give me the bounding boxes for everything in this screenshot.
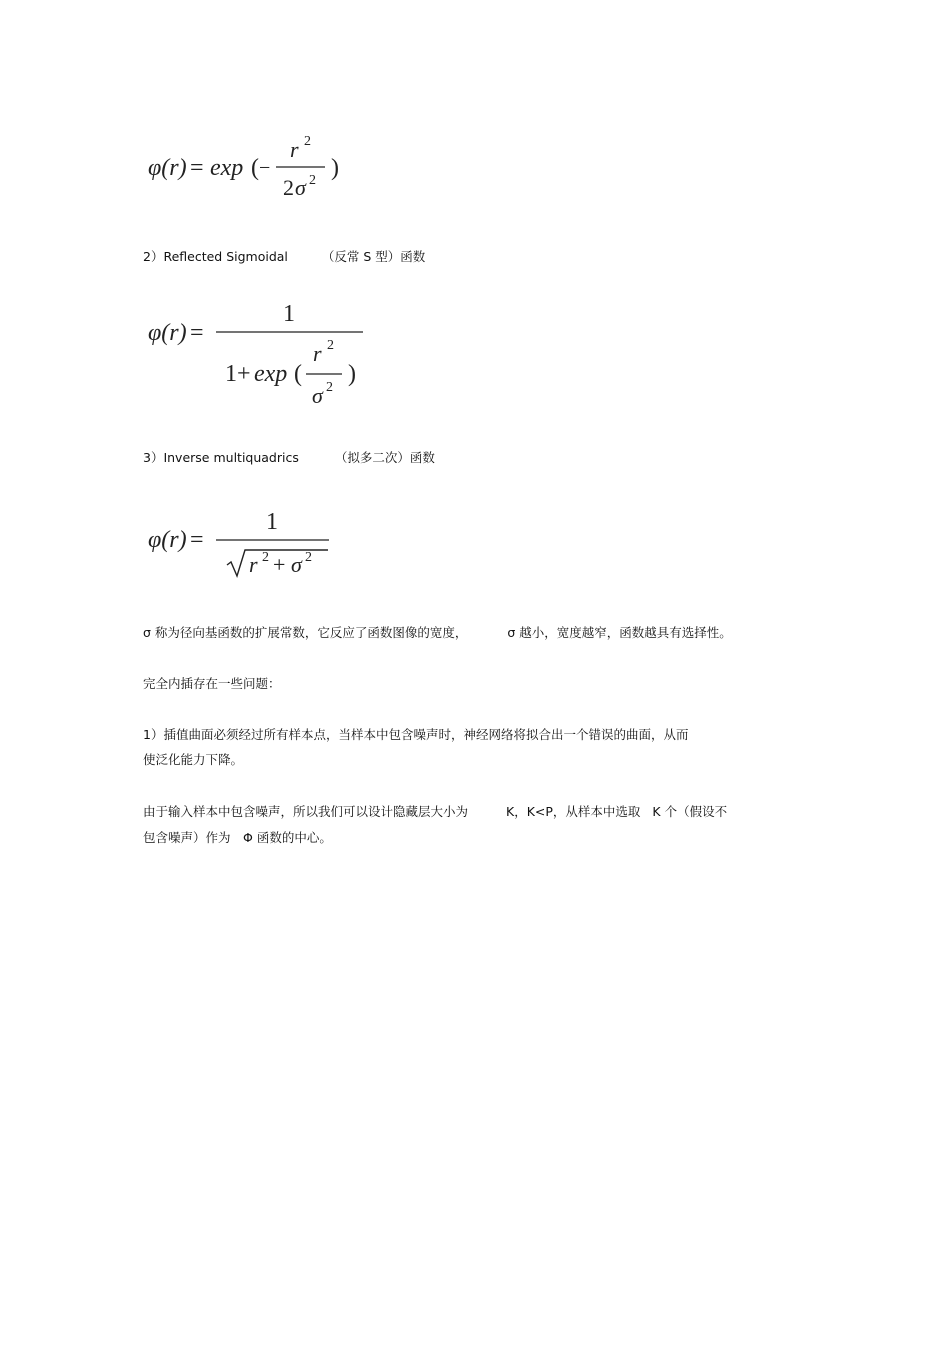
paragraph-noise-part-a: 由于输入样本中包含噪声，所以我们可以设计隐藏层大小为: [143, 804, 469, 819]
formula-den-coef: 2: [283, 175, 294, 200]
formula-inverse-multiquadrics: [148, 505, 348, 585]
paragraph-sigma: [143, 625, 732, 641]
issue-1-text-2: 使泛化能力下降。: [143, 752, 244, 767]
paragraph-sigma-part-a: σ 称为径向基函数的扩展常数，它反应了函数图像的宽度，: [143, 625, 468, 640]
heading-reflected-sigmoidal: [143, 249, 425, 265]
formula-open-paren: (: [294, 361, 302, 387]
heading-3-label: 3）Inverse multiquadrics: [143, 450, 299, 465]
formula-numerator: 1: [266, 509, 278, 535]
formula-lhs: φ(r): [148, 527, 187, 553]
formula-equals: =: [190, 155, 204, 181]
paragraph-noise-line-2: [143, 830, 332, 846]
formula-r-exp: 2: [262, 550, 269, 565]
formula-inner-num-base: r: [313, 341, 322, 366]
formula-den-base: σ: [295, 175, 306, 200]
formula-num-base: r: [290, 137, 299, 162]
formula-r-base: r: [249, 552, 258, 577]
formula-den-exp: 2: [309, 173, 316, 188]
formula-one: 1: [225, 361, 237, 387]
paragraph-noise-part-c: K 个（假设不: [652, 804, 728, 819]
heading-2-label: 2）Reflected Sigmoidal: [143, 249, 288, 264]
issue-1-text-1: 1）插值曲面必须经过所有样本点，当样本中包含噪声时，神经网络将拟合出一个错误的曲面，从而: [143, 727, 689, 742]
issue-1-line-2: [143, 752, 243, 768]
heading-inverse-multiquadrics: [143, 450, 435, 466]
formula-gaussian: [148, 128, 358, 208]
formula-num-exp: 2: [304, 134, 311, 149]
formula-equals: =: [190, 320, 204, 346]
formula-open-paren: (: [251, 155, 259, 181]
heading-3-chinese: （拟多二次）函数: [334, 450, 435, 465]
formula-plus: +: [273, 552, 286, 577]
formula-lhs: φ(r): [148, 320, 187, 346]
formula-func: exp: [254, 361, 288, 387]
formula-lhs: φ(r): [148, 155, 187, 181]
paragraph-noise-text-2: 包含噪声）作为 Φ 函数的中心。: [143, 830, 332, 845]
paragraph-interpolation-text: 完全内插存在一些问题：: [143, 676, 281, 691]
formula-minus: −: [259, 157, 271, 179]
formula-s-base: σ: [291, 552, 302, 577]
formula-s-exp: 2: [305, 550, 312, 565]
formula-numerator: 1: [283, 301, 295, 327]
formula-inner-num-exp: 2: [327, 338, 334, 353]
paragraph-sigma-part-b: σ 越小，宽度越窄，函数越具有选择性。: [507, 625, 732, 640]
formula-plus: +: [237, 361, 251, 387]
formula-inner-den-base: σ: [312, 383, 323, 408]
formula-close-paren: ): [348, 361, 356, 387]
heading-2-chinese: （反常 S 型）函数: [321, 249, 426, 264]
formula-func: exp: [210, 155, 244, 181]
formula-equals: =: [190, 527, 204, 553]
formula-inner-den-exp: 2: [326, 380, 333, 395]
paragraph-noise-line-1: [143, 804, 727, 820]
formula-reflected-sigmoidal: [148, 298, 378, 413]
issue-1-line-1: [143, 727, 688, 743]
paragraph-interpolation: [143, 676, 281, 692]
formula-close-paren: ): [331, 155, 339, 181]
paragraph-noise-part-b: K，K<P，从样本中选取: [506, 804, 641, 819]
